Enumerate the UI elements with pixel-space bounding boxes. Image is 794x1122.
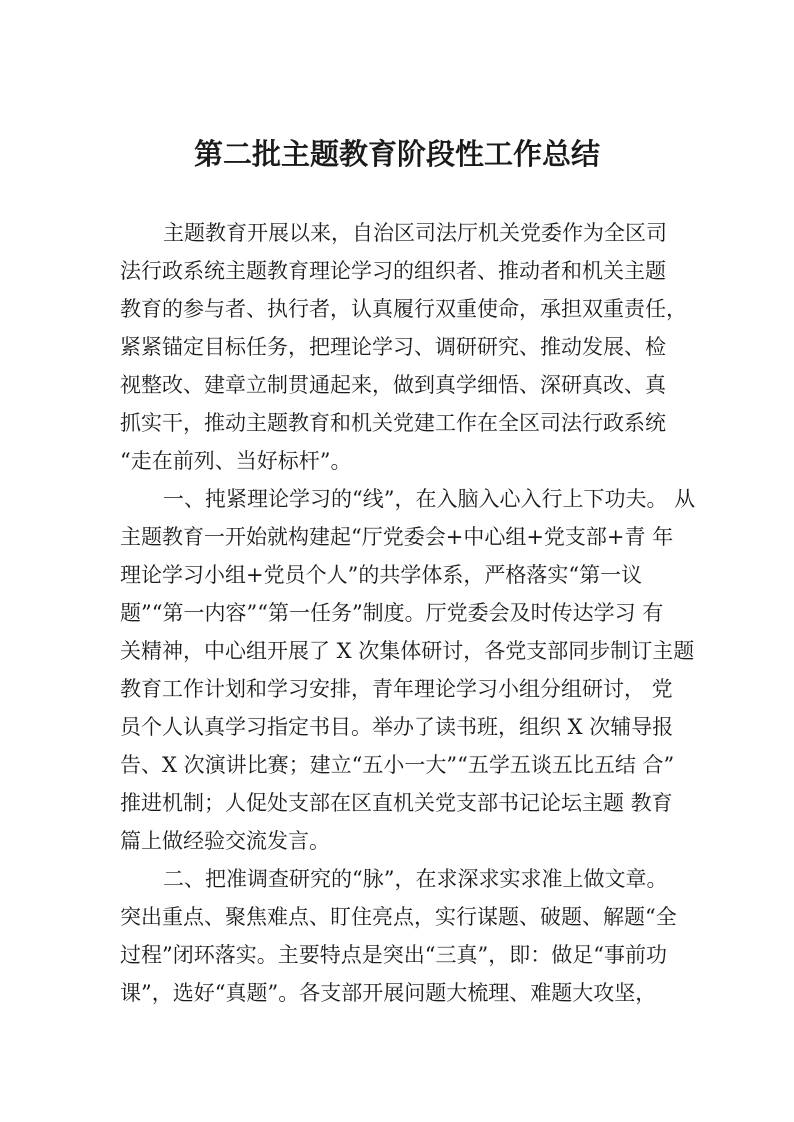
paragraph-line: 法行政系统主题教育理论学习的组织者、推动者和机关主题	[120, 259, 666, 283]
paragraph-line: 二、把准调查研究的“脉”，在求深求实求准上做文章。	[163, 867, 668, 891]
paragraph-line: 推进机制；人促处支部在区直机关党支部书记论坛主题 教育	[120, 791, 673, 815]
paragraph-line: 教育工作计划和学习安排，青年理论学习小组分组研讨， 党	[120, 677, 673, 701]
paragraph-line: 篇上做经验交流发言。	[120, 829, 330, 853]
paragraph-line: 一、扽紧理论学习的“线”，在入脑入心入行上下功夫。 从	[163, 487, 696, 511]
paragraph-line: “走在前列、当好标杆”。	[120, 449, 352, 473]
paragraph-line: 视整改、建章立制贯通起来，做到真学细悟、深研真改、真	[120, 373, 666, 397]
paragraph-line: 紧紧锚定目标任务，把理论学习、调研研究、推动发展、检	[120, 335, 666, 359]
paragraph-line: 教育的参与者、执行者，认真履行双重使命，承担双重责任，	[120, 297, 687, 321]
paragraph-line: 主题教育开展以来，自治区司法厅机关党委作为全区司	[163, 221, 667, 245]
paragraph-line: 员个人认真学习指定书目。举办了读书班，组织 X 次辅导报	[120, 715, 674, 739]
paragraph-line: 课”，选好“真题”。各支部开展问题大梳理、难题大攻坚，	[120, 981, 657, 1005]
paragraph-line: 过程”闭环落实。主要特点是突出“三真”，即：做足“事前功	[120, 943, 667, 967]
paragraph-line: 告、X 次演讲比赛；建立“五小一大”“五学五谈五比五结 合”	[120, 753, 675, 777]
paragraph-line: 关精神，中心组开展了 X 次集体研讨，各党支部同步制订主题	[120, 639, 695, 663]
paragraph-line: 抓实干，推动主题教育和机关党建工作在全区司法行政系统	[120, 411, 666, 435]
paragraph-line: 理论学习小组+党员个人”的共学体系，严格落实“第一议	[120, 563, 643, 587]
document-title: 第二批主题教育阶段性工作总结	[193, 137, 600, 171]
paragraph-line: 题”“第一内容”“第一任务”制度。厅党委会及时传达学习 有	[120, 601, 664, 625]
paragraph-line: 主题教育一开始就构建起“厅党委会+中心组+党支部+青 年	[120, 525, 674, 549]
paragraph-line: 突出重点、聚焦难点、盯住亮点，实行谋题、破题、解题“全	[120, 905, 677, 929]
